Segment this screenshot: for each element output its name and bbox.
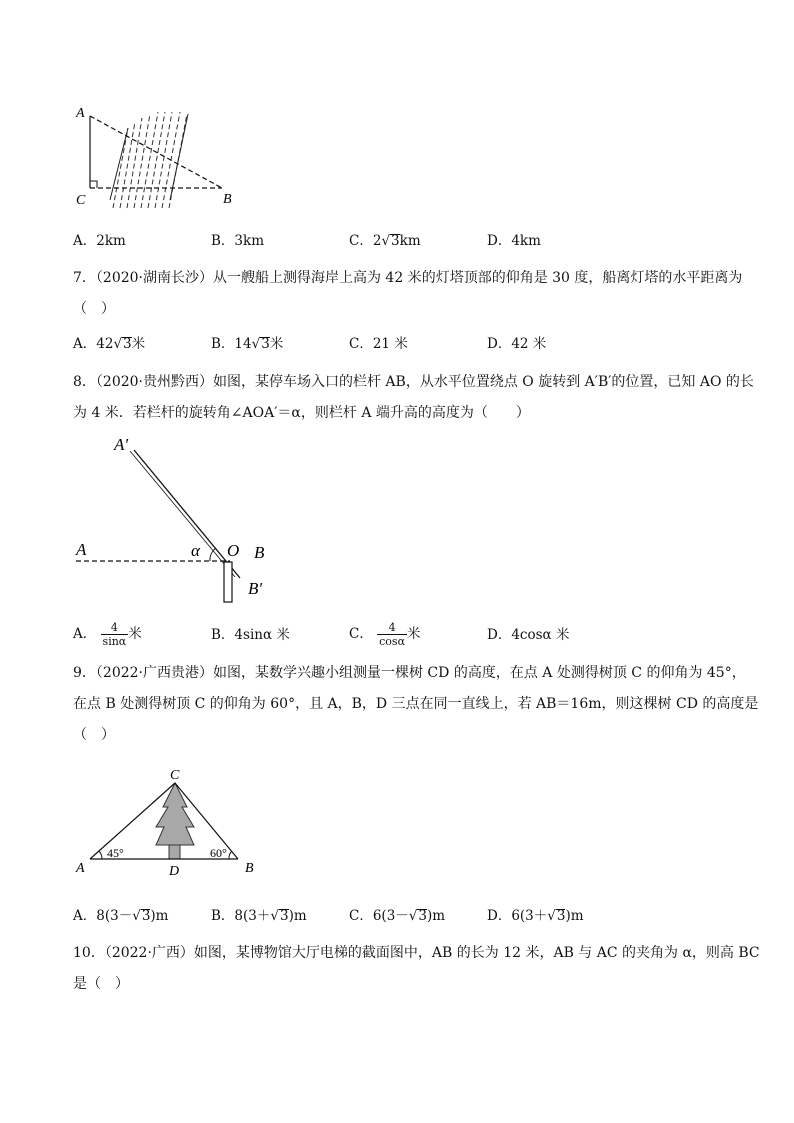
q8-option-c[interactable]: C． $\frac{4}{\cos\alpha}$ 米: [349, 621, 421, 648]
q9-option-d[interactable]: D．6(3＋√3)m: [487, 908, 584, 924]
q7-stem-line1: 7．（2020·湖南长沙）从一艘船上测得海岸上高为 42 米的灯塔顶部的仰角是 30 度，船离灯塔的水平距离为: [73, 270, 743, 286]
q6-label-a: A: [76, 106, 85, 121]
q9-angle-b: 60°: [210, 846, 227, 860]
q6-option-d[interactable]: D．4km: [487, 233, 541, 249]
q8-figure: [70, 428, 290, 608]
q9-angle-a: 45°: [107, 846, 124, 860]
q6-label-c: C: [76, 193, 86, 208]
q8-label-o: O: [227, 541, 240, 560]
q9-option-a[interactable]: A．8(3－√3)m: [73, 908, 169, 924]
q8-label-a: A: [76, 540, 87, 559]
q9-label-a: A: [76, 861, 85, 876]
q9-option-c[interactable]: C．6(3－√3)m: [349, 908, 446, 924]
q6-side-ab: [90, 116, 222, 188]
q7-option-a[interactable]: A．42√3米: [73, 336, 146, 352]
q8-option-b[interactable]: B．4sinα 米: [211, 627, 290, 643]
q6-option-b[interactable]: B．3km: [211, 233, 264, 249]
q8-label-b: B: [254, 543, 265, 562]
q10-stem-line1: 10．（2022·广西）如图，某博物馆大厅电梯的截面图中，AB 的长为 12 米，AB 与 AC 的夹角为 α，则高 BC: [73, 945, 760, 961]
q9-stem-line2: 在点 B 处测得树顶 C 的仰角为 60°，且 A，B，D 三点在同一直线上，若 AB＝16m，则这棵树 CD 的高度是: [73, 696, 759, 712]
q7-option-b[interactable]: B．14√3米: [211, 336, 284, 352]
q8-label-alpha: α: [191, 541, 200, 560]
q7-option-c[interactable]: C．21 米: [349, 336, 408, 352]
q8-post: [224, 562, 232, 602]
q8-label-a-prime: A′: [114, 435, 129, 454]
q7-stem-line2: （ ）: [73, 301, 115, 317]
q9-label-d: D: [169, 864, 180, 879]
q8-option-a-fraction: $\frac{4}{\sin\alpha}$: [102, 621, 127, 648]
q9-label-c: C: [170, 768, 180, 783]
q8-stem-line1: 8．（2020·贵州黔西）如图，某停车场入口的栏杆 AB，从水平位置绕点 O 旋转到 A′B′的位置，已知 AO 的长: [73, 374, 754, 390]
q8-option-c-fraction: $\frac{4}{\cos\alpha}$: [379, 621, 405, 648]
q9-option-b[interactable]: B．8(3＋√3)m: [211, 908, 307, 924]
q9-label-b: B: [245, 861, 254, 876]
q8-option-d[interactable]: D．4cosα 米: [487, 627, 570, 643]
q9-stem-line1: 9．（2022·广西贵港）如图，某数学兴趣小组测量一棵树 CD 的高度，在点 A 处测得树顶 C 的仰角为 45°，: [73, 665, 746, 681]
q8-stem-line2: 为 4 米．若栏杆的旋转角∠AOA′＝α，则栏杆 A 端升高的高度为（ ）: [73, 405, 530, 421]
q9-figure: [70, 765, 270, 880]
q9-stem-line3: （ ）: [73, 727, 115, 743]
q6-option-a[interactable]: A．2km: [73, 233, 126, 249]
q7-option-d[interactable]: D．42 米: [487, 336, 547, 352]
q8-option-a[interactable]: A． $\frac{4}{\sin\alpha}$ 米: [73, 621, 142, 648]
q6-label-b: B: [223, 192, 232, 207]
q8-label-b-prime: B′: [248, 579, 263, 598]
q6-figure: [70, 100, 250, 210]
q6-option-c[interactable]: C．2√3km: [349, 233, 421, 249]
q8-barrier-rotated: [134, 450, 240, 578]
q10-stem-line2: 是（ ）: [73, 976, 129, 992]
